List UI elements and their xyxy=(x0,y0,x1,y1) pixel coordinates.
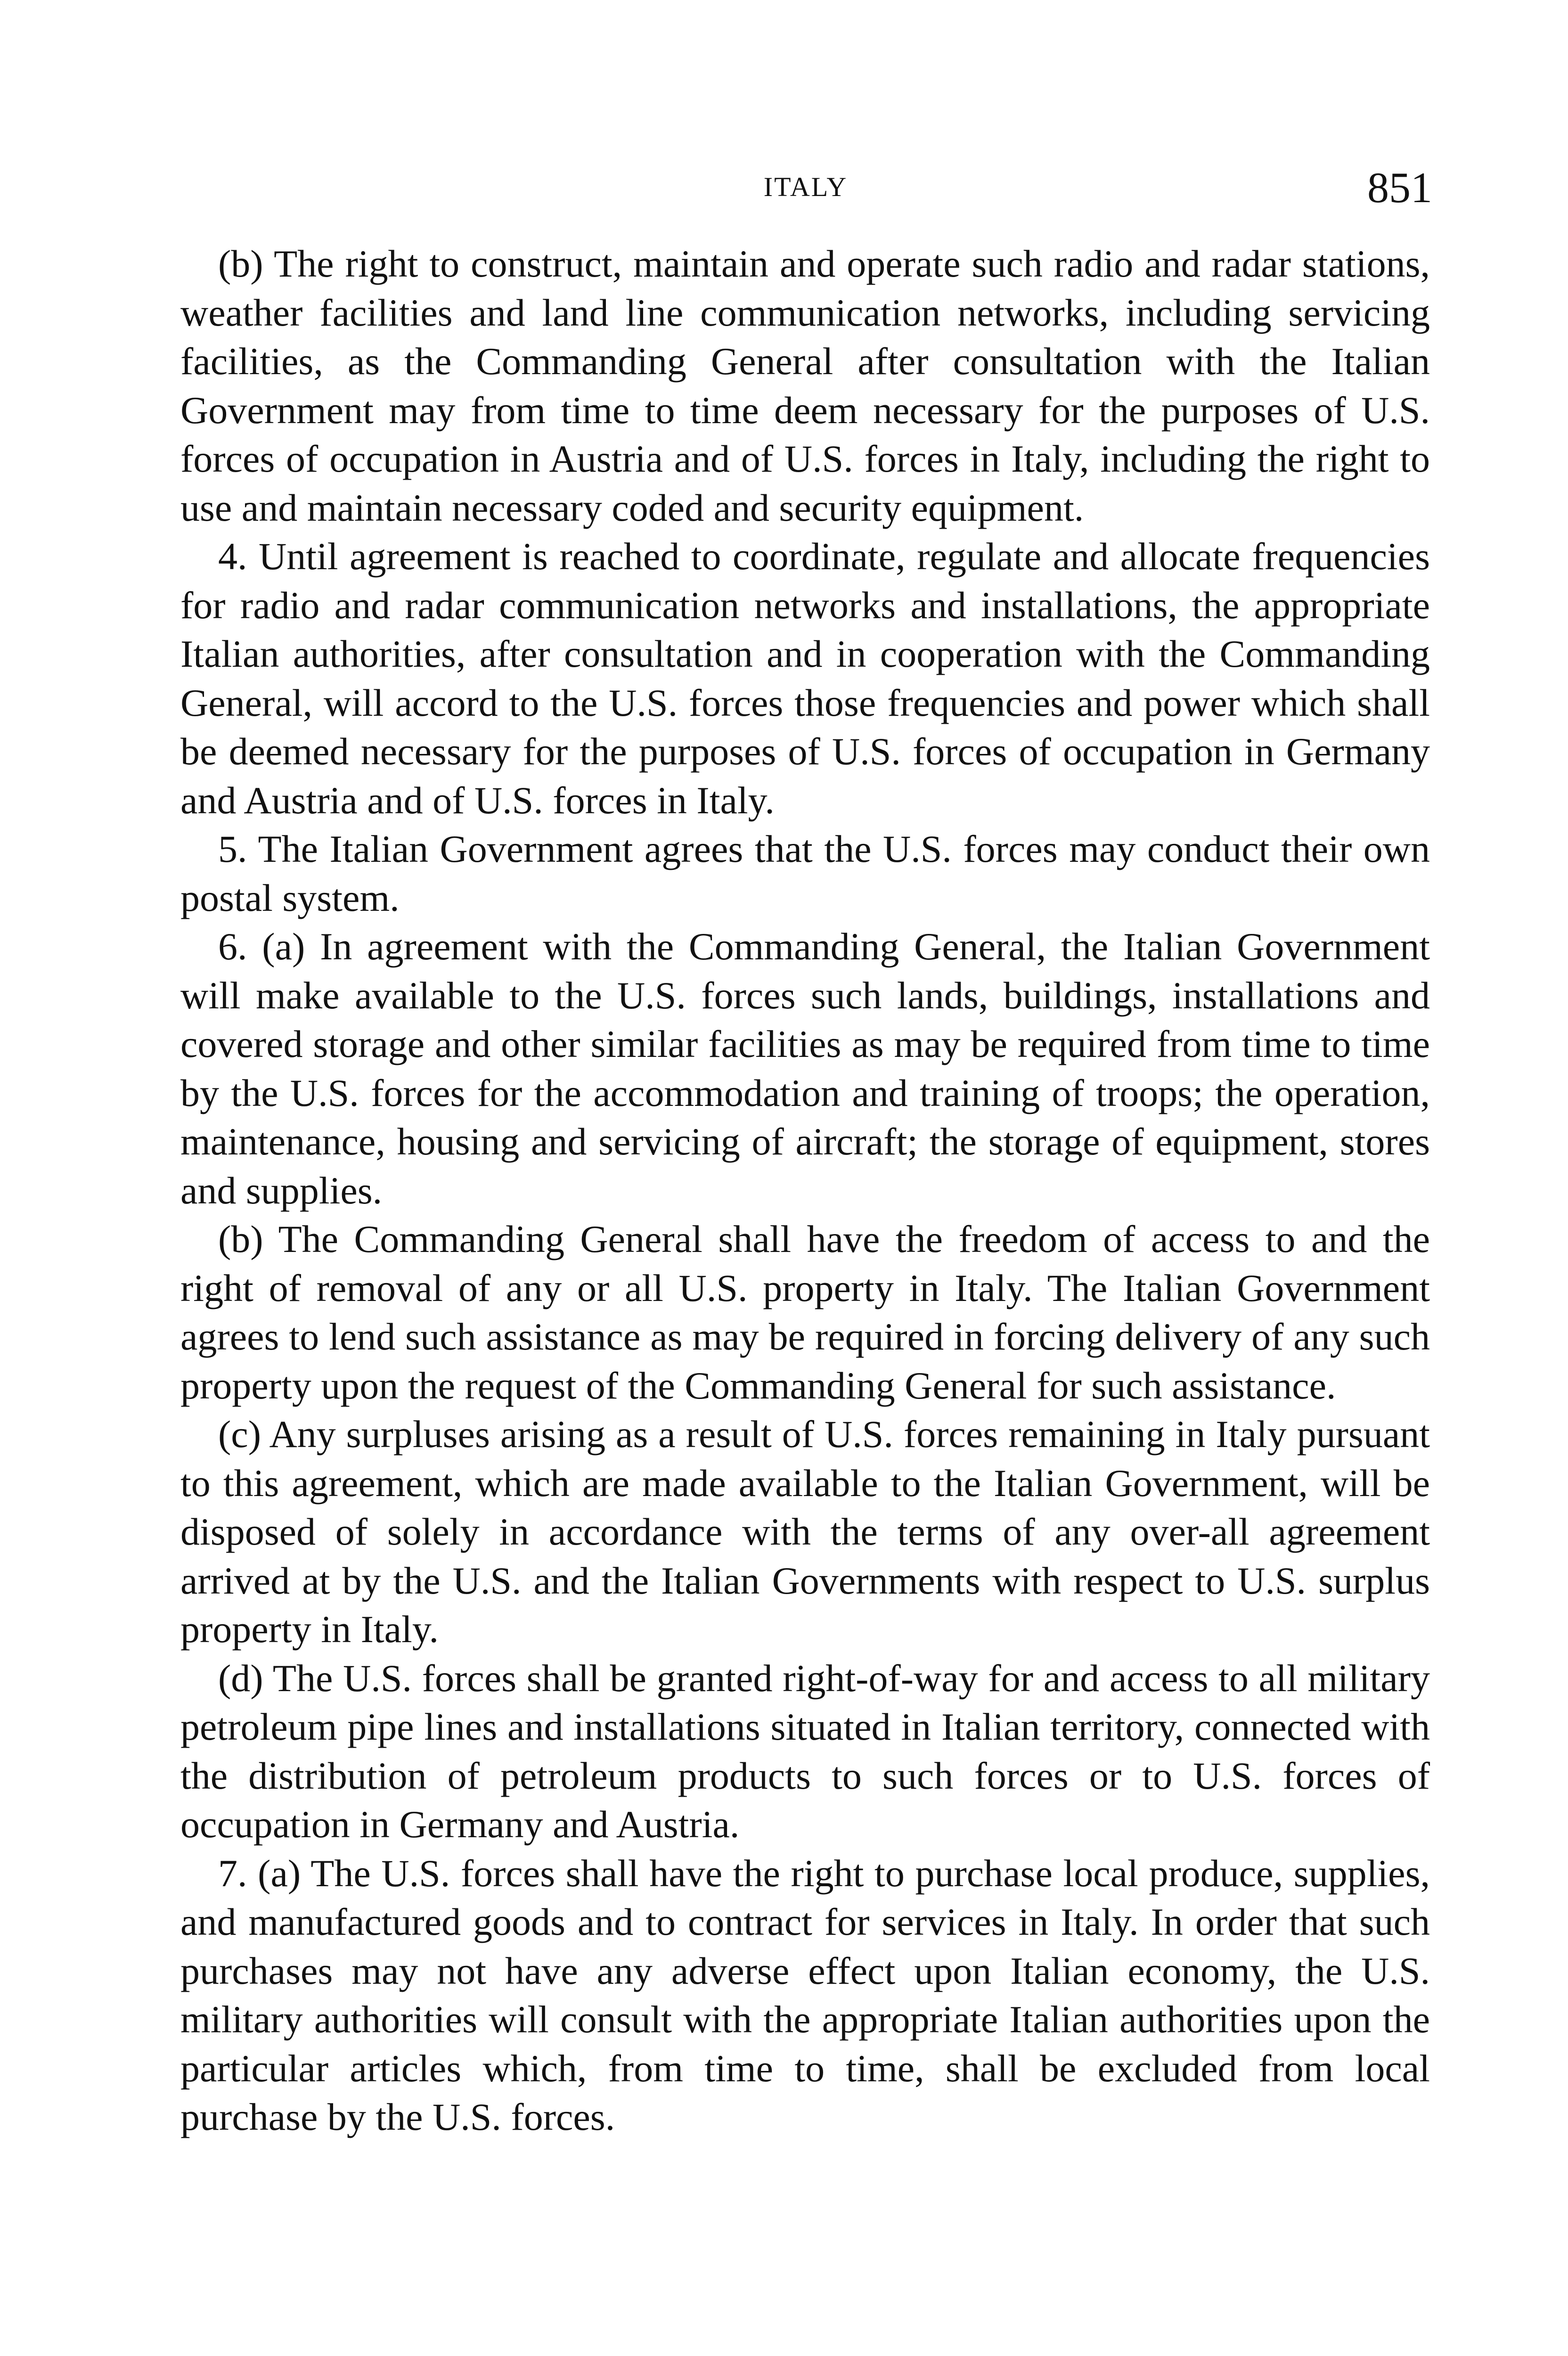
running-header xyxy=(179,163,1432,214)
paragraph-6b-access-property: (b) The Commanding General shall have the freedom of access to and the right of removal of any or all U.S. property in Italy. The Italian Government agrees to lend such assistance as may be required in forcing delivery of any such property upon the request of the Commanding General for such assistance. xyxy=(180,1218,1430,1407)
paragraph-4-frequencies: 4. Until agreement is reached to coordinate, regulate and allocate frequencies for radio and radar communication networks and installations, the appropriate Italian authorities, after consultation and in cooperation with the Commanding General, will accord to the U.S. forces those frequencies and power which shall be deemed necessary for the purposes of U.S. forces of occupation in Germany and Austria and of U.S. forces in Italy. xyxy=(180,535,1430,822)
paragraph-7a-purchases: 7. (a) The U.S. forces shall have the right to purchase local produce, supplies, and manufactured goods and to contract for services in Italy. In order that such purchases may not have any adverse effect upon Italian economy, the U.S. military authorities will consult with the appropriate Italian authorities upon the particular articles which, from time to time, shall be excluded from local purchase by the U.S. forces. xyxy=(180,1851,1430,2138)
paragraph-6c-surpluses: (c) Any surpluses arising as a result of U.S. forces remaining in Italy pursuant to this agreement, which are made available to the Italian Government, will be disposed of solely in accordance with the terms of any over-all agreement arrived at by the U.S. and the Italian Governments with respect to U.S. surplus property in Italy. xyxy=(180,1413,1430,1651)
running-title: ITALY xyxy=(763,172,848,202)
paragraph-3b-radio-stations: (b) The right to construct, maintain and operate such radio and radar stations, weather facilities and land line communication networks, including servicing facilities, as the Commanding General after consultation with the Italian Government may from time to time deem necessary for the purposes of U.S. forces of occupation in Austria and of U.S. forces in Italy, including the right to use and maintain necessary coded and security equipment. xyxy=(180,242,1430,529)
body-text xyxy=(180,239,1430,2142)
paragraph-6a-facilities: 6. (a) In agreement with the Commanding General, the Italian Government will make available to the U.S. forces such lands, buildings, installations and covered storage and other similar facilities as may be required from time to time by the U.S. forces for the accommodation and training of troops; the operation, maintenance, housing and servicing of aircraft; the storage of equipment, stores and supplies. xyxy=(180,925,1430,1212)
paragraph-6d-petroleum: (d) The U.S. forces shall be granted right-of-way for and access to all military petroleum pipe lines and installations situated in Italian territory, connected with the distribution of petroleum products to such forces or to U.S. forces of occupation in Germany and Austria. xyxy=(180,1656,1430,1846)
paragraph-5-postal-system: 5. The Italian Government agrees that the U.S. forces may conduct their own postal system. xyxy=(180,827,1430,919)
page-number: 851 xyxy=(1367,164,1432,212)
